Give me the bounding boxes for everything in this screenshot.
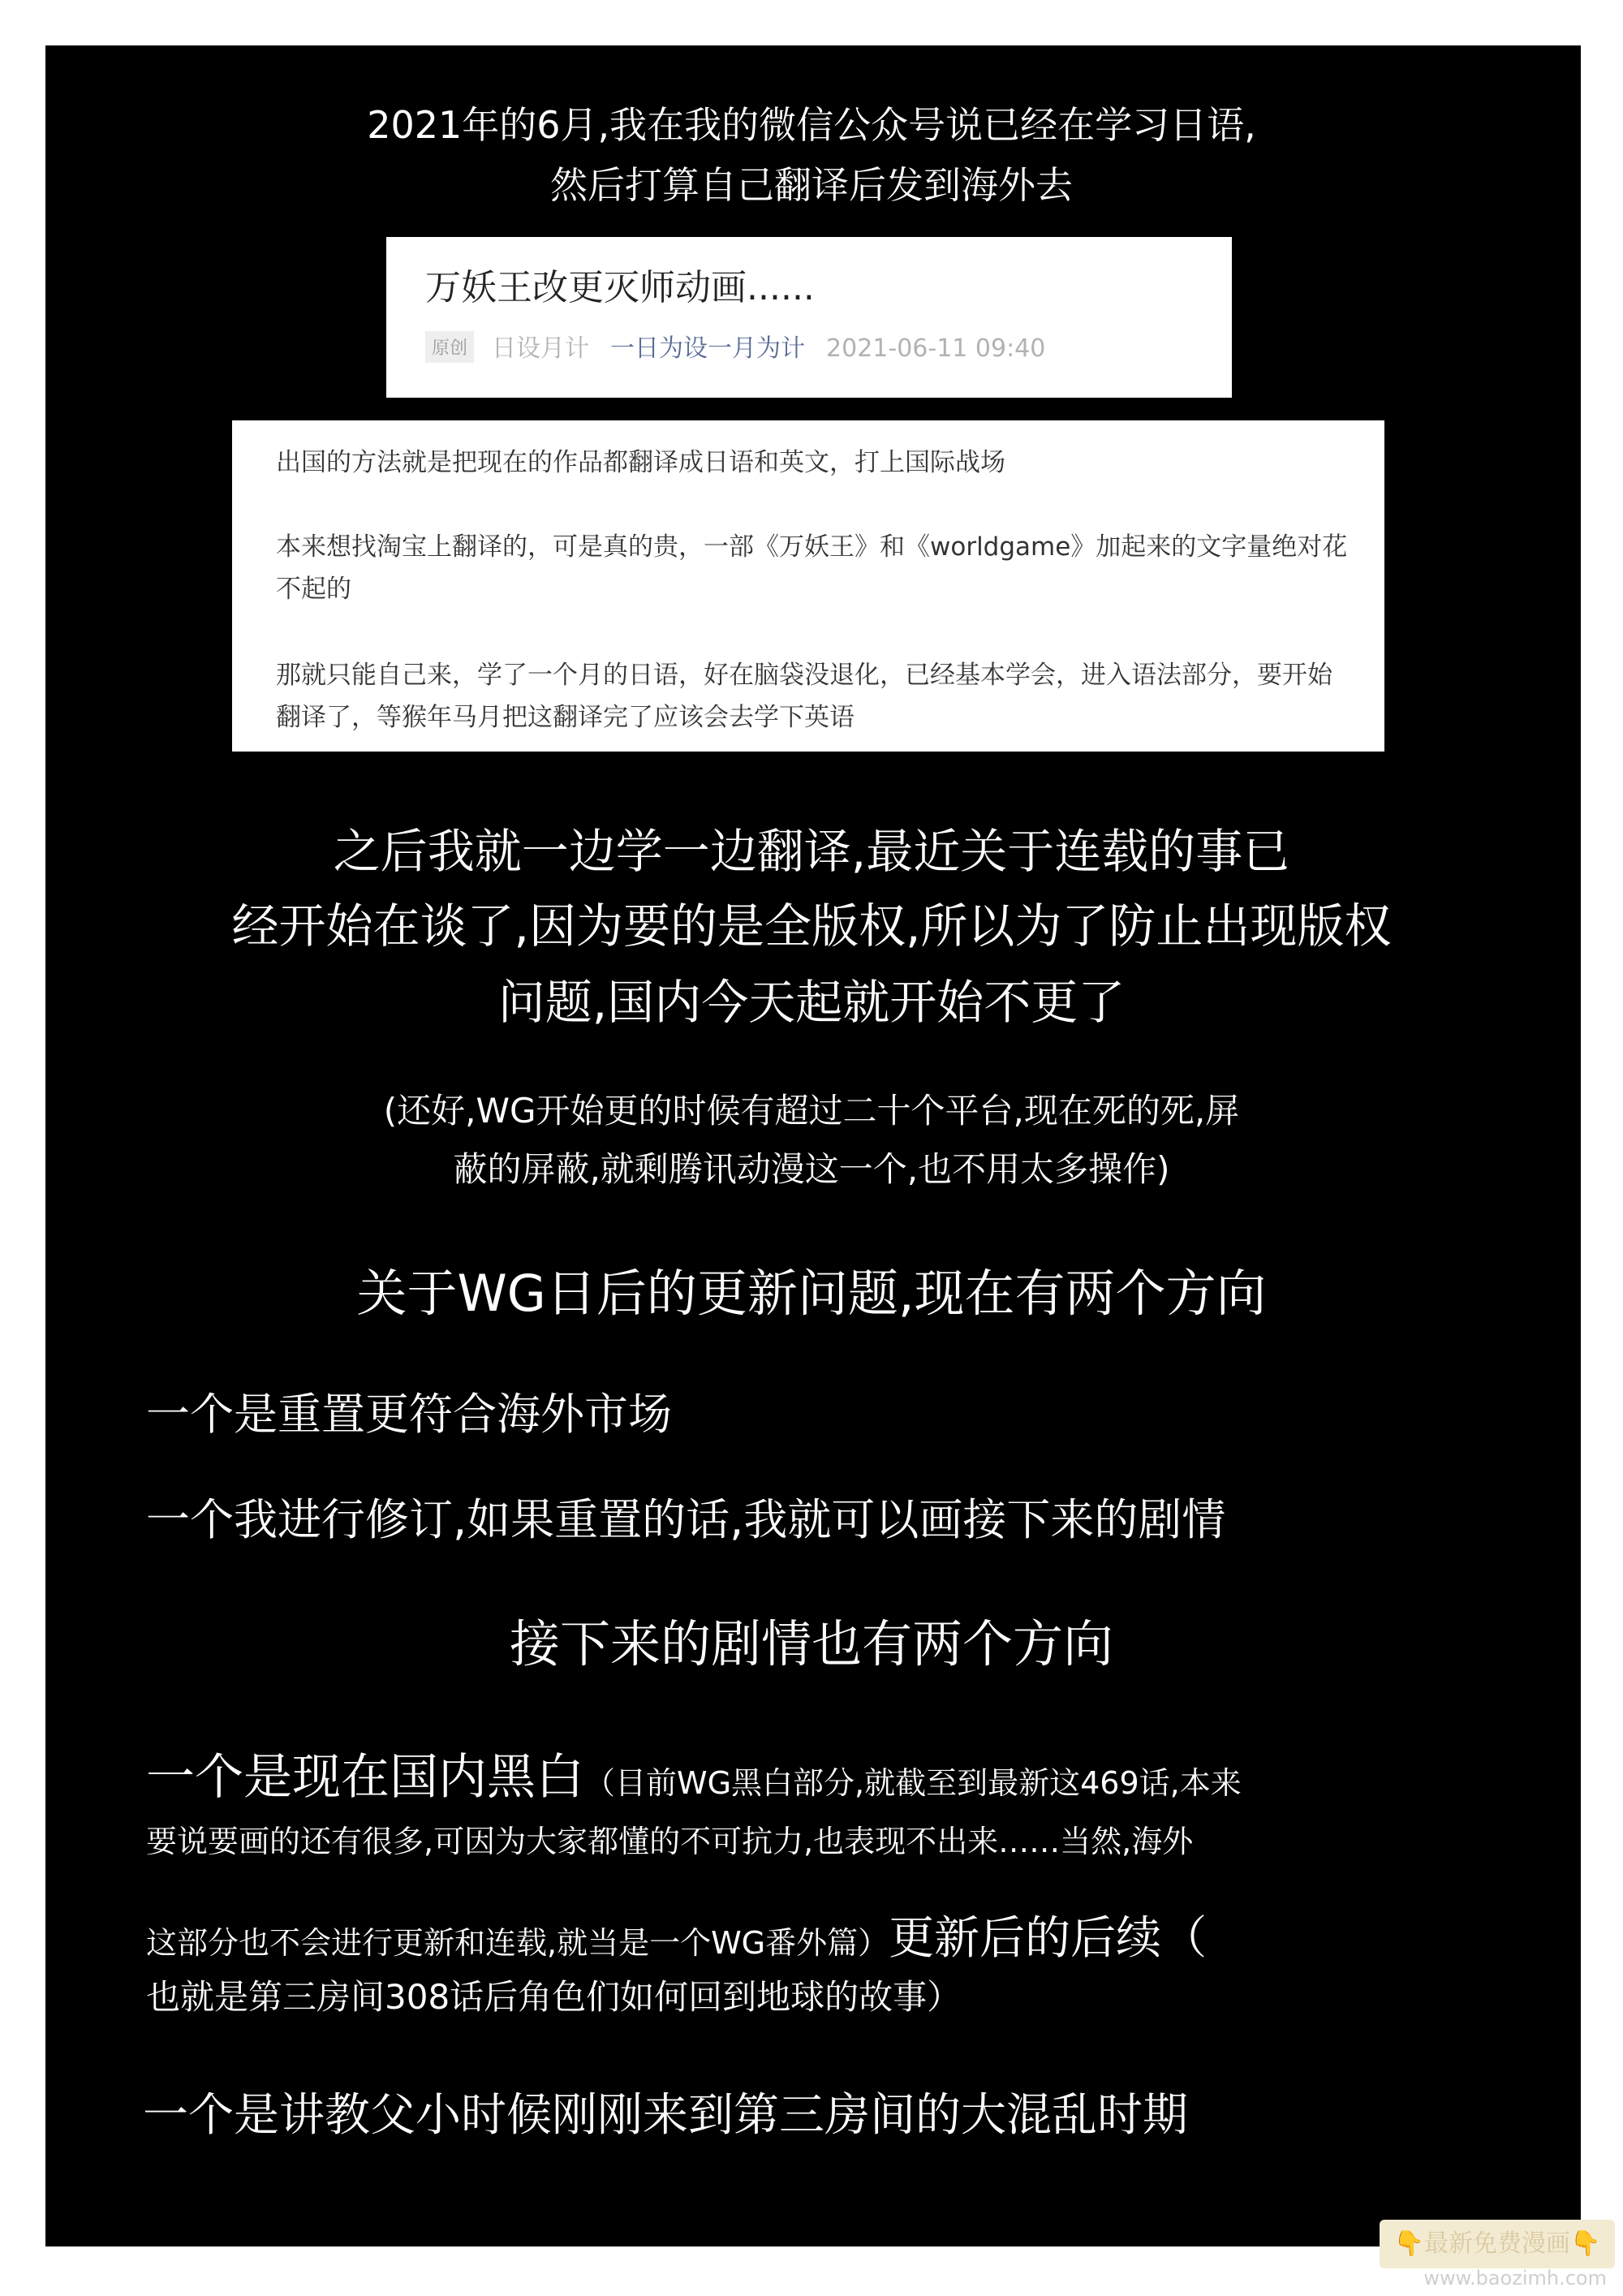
intro-line-1: 2021年的6月,我在我的微信公众号说已经在学习日语,	[367, 103, 1256, 147]
article-author: 日设月计	[492, 334, 590, 363]
para2-line-3: 问题,国内今天起就开始不更了	[497, 975, 1126, 1030]
intro-line-2: 然后打算自己翻译后发到海外去	[550, 163, 1073, 207]
story-2: 一个是讲教父小时候刚刚来到第三房间的大混乱时期	[143, 2089, 1188, 2142]
option-2: 一个我进行修订,如果重置的话,我就可以画接下来的剧情	[146, 1494, 1226, 1545]
heading-story-directions: 接下来的剧情也有两个方向	[509, 1614, 1113, 1674]
excerpt-paragraph-3: 那就只能自己来，学了一个月的日语，好在脑袋没退化，已经基本学会，进入语法部分，要开始翻译了，等猴年马月把这翻译完了应该会去学下英语	[276, 661, 1332, 732]
article-excerpt-screenshot	[232, 420, 1384, 752]
story-1-paren-a: （目前WG黑白部分,就截至到最新这469话,本来	[584, 1765, 1242, 1801]
story-1-line-4: 也就是第三房间308话后角色们如何回到地球的故事）	[146, 1977, 962, 2017]
excerpt-paragraph-2: 本来想找淘宝上翻译的，可是真的贵，一部《万妖王》和《worldgame》加起来的文字量绝对花不起的	[276, 532, 1348, 604]
para2-line-2: 经开始在谈了,因为要的是全版权,所以为了防止出现版权	[231, 898, 1392, 954]
option-1: 一个是重置更符合海外市场	[146, 1389, 672, 1440]
excerpt-paragraph-1: 出国的方法就是把现在的作品都翻译成日语和英文，打上国际战场	[276, 448, 1005, 477]
story-1-after: 更新后的后续（	[889, 1912, 1208, 1965]
article-card-screenshot	[386, 237, 1232, 398]
story-1-lead: 一个是现在国内黑白	[146, 1749, 584, 1806]
site-watermark	[1371, 2220, 1615, 2290]
story-1-line-2: 要说要画的还有很多,可因为大家都懂的不可抗力,也表现不出来……当然,海外	[146, 1824, 1194, 1859]
note-line-2: 蔽的屏蔽,就剩腾讯动漫这一个,也不用太多操作)	[453, 1149, 1170, 1189]
original-badge: 原创	[425, 331, 474, 363]
article-datetime: 2021-06-11 09:40	[826, 334, 1046, 363]
story-1-line-3	[146, 1902, 1207, 1967]
para2-line-1: 之后我就一边学一边翻译,最近关于连载的事已	[333, 824, 1290, 879]
note-line-1: (还好,WG开始更的时候有超过二十个平台,现在死的死,屏	[383, 1091, 1240, 1131]
article-title: 万妖王改更灭师动画......	[425, 267, 815, 308]
watermark-label: 👇最新免费漫画👇	[1380, 2220, 1615, 2268]
article-meta	[425, 328, 1045, 364]
story-1-line-1	[146, 1738, 1242, 1808]
heading-update-directions: 关于WG日后的更新问题,现在有两个方向	[356, 1264, 1267, 1323]
story-1-paren-c: 这部分也不会进行更新和连载,就当是一个WG番外篇）	[146, 1925, 889, 1961]
watermark-url: www.baozimh.com	[1423, 2267, 1607, 2290]
account-name-link: 一日为设一月为计	[610, 334, 806, 363]
